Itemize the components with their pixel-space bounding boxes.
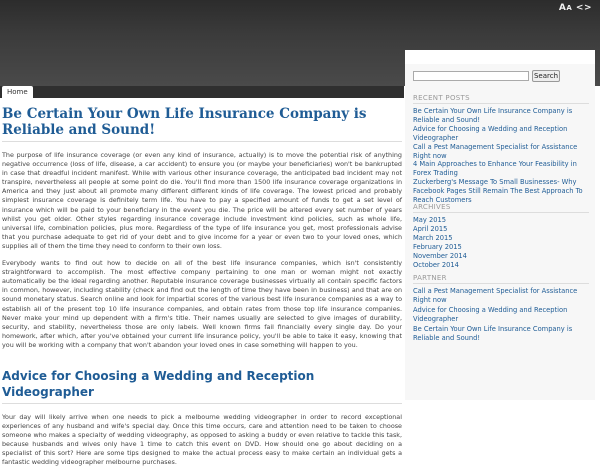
recent-posts-widget <box>413 94 589 205</box>
sidebar-top-band <box>405 50 595 64</box>
widget-title: RECENT POSTS <box>413 94 589 104</box>
font-decrease-icon[interactable]: A <box>566 4 573 12</box>
recent-post-link[interactable]: Advice for Choosing a Wedding and Reception Videographer <box>413 124 568 142</box>
recent-post-link[interactable]: 4 Main Approaches to Enhance Your Feasibility in Forex Trading <box>413 160 577 178</box>
title-divider <box>2 141 402 142</box>
search-input[interactable] <box>413 71 529 81</box>
archives-widget <box>413 203 589 269</box>
archive-link[interactable]: November 2014 <box>413 251 467 260</box>
post-paragraph: The purpose of life insurance coverage (or even any kind of insurance, actually) is to move the potential risk of anything negative occurrence (loss of life, disease, a car accident) to ensure you (or maybe your beneficiaries) won't be bankrupted in case that dreadful incident manifest. While with various other insurance coverage, the anticipated bad incident may not transpire, nevertheless all people at some point do die. You'll find more than 1500 life insurance coverage organizations in America and they just about all promote many different different kinds of life coverage. The lowest priced and probably simplest insurance coverage is definitely term life. You have to pay a specified amount of funds to get a set level of insurance which will be paid to your beneficiary in the event you die. The price will be altered every set number of years whilst you get older. Other styles regarding insurance coverage include investment kind policies, such as whole life, universal life, combination policies, plus more. Regardless of the type of life insurance you get, most professionals advise that you purchase adequate to get rid of your debt and to give income for a year or even two to your loved ones, which supplies all of them the time they need to conform to their own loss. <box>2 151 402 250</box>
post-title[interactable]: Advice for Choosing a Wedding and Reception Videographer <box>2 368 315 399</box>
search-button[interactable]: Search <box>533 72 559 80</box>
archive-link[interactable]: October 2014 <box>413 260 459 269</box>
font-increase-icon[interactable]: A <box>558 3 567 13</box>
archive-link[interactable]: March 2015 <box>413 233 453 242</box>
nav-bar <box>0 86 404 98</box>
font-size-toggle[interactable] <box>559 3 592 13</box>
recent-post-link[interactable]: Call a Pest Management Specialist for Assistance Right now <box>413 142 578 160</box>
partner-link[interactable]: Call a Pest Management Specialist for Assistance Right now <box>413 287 578 304</box>
sidebar <box>405 50 595 400</box>
main-content <box>0 100 404 467</box>
title-divider <box>2 403 402 404</box>
font-arrows-icon[interactable]: <> <box>575 3 592 13</box>
archive-link[interactable]: May 2015 <box>413 216 446 224</box>
post-paragraph: Everybody wants to find out how to decide on all of the best life insurance companies, which isn't consistently straightforward to accomplish. The most effective company pertaining to one man or woman might not exactly automatically be the ideal regarding another. Reputable insurance coverage businesses virtually all contain specific factors in common, however, including stability (check and find out the length of time they have been in business) and that are on sound monetary status. Search online and look for impartial scores of the various best life insurance companies as a way to establish all of the present top 10 life insurance companies, and obtain rates from those top life insurance companies. Never make your mind up dependent with a firm's title. Their names usually are selected to give images of durability, security, and stability, nevertheless those are only labels. Well known firms fail financially every single day. Do your homework, after which, after you've obtained your current life insurance policy, you'll be able to take it easy, knowing that you will be working with a company that won't abandon your loved ones in case something will happen to you. <box>2 259 402 349</box>
partner-link[interactable]: Be Certain Your Own Life Insurance Company is Reliable and Sound! <box>413 324 573 342</box>
post-paragraph: Your day will likely arrive when one needs to pick a melbourne wedding videographer in order to record exceptional experiences of any husband and wife's special day. Once this time occurs, care and attention need to be taken to choose someone who makes a specialty of wedding videography, as opposed to asking a buddy or even relative to tackle this task, because husbands and wives only have 1 time to catch this event on DVD. How should one go about deciding on a specialist of this sort? Here are some tips designed to make the actual process easy to make certain an individual gets a fantastic wedding videographer melbourne purchases. <box>2 412 402 467</box>
partner-link[interactable]: Advice for Choosing a Wedding and Reception Videographer <box>413 305 568 323</box>
partner-widget <box>413 274 589 343</box>
widget-title: PARTNER <box>413 274 589 284</box>
archive-link[interactable]: February 2015 <box>413 242 462 251</box>
post-title[interactable]: Be Certain Your Own Life Insurance Company is Reliable and Sound! <box>2 106 367 138</box>
nav-home-tab[interactable]: Home <box>2 86 33 98</box>
widget-title: ARCHIVES <box>413 203 589 213</box>
archive-link[interactable]: April 2015 <box>413 224 448 233</box>
recent-post-link[interactable]: Be Certain Your Own Life Insurance Company is Reliable and Sound! <box>413 107 573 124</box>
recent-post-link[interactable]: Zuckerberg's Message To Small Businesses- Why Facebook Pages Still Remain The Best Approach To Reach Customers <box>413 178 583 205</box>
